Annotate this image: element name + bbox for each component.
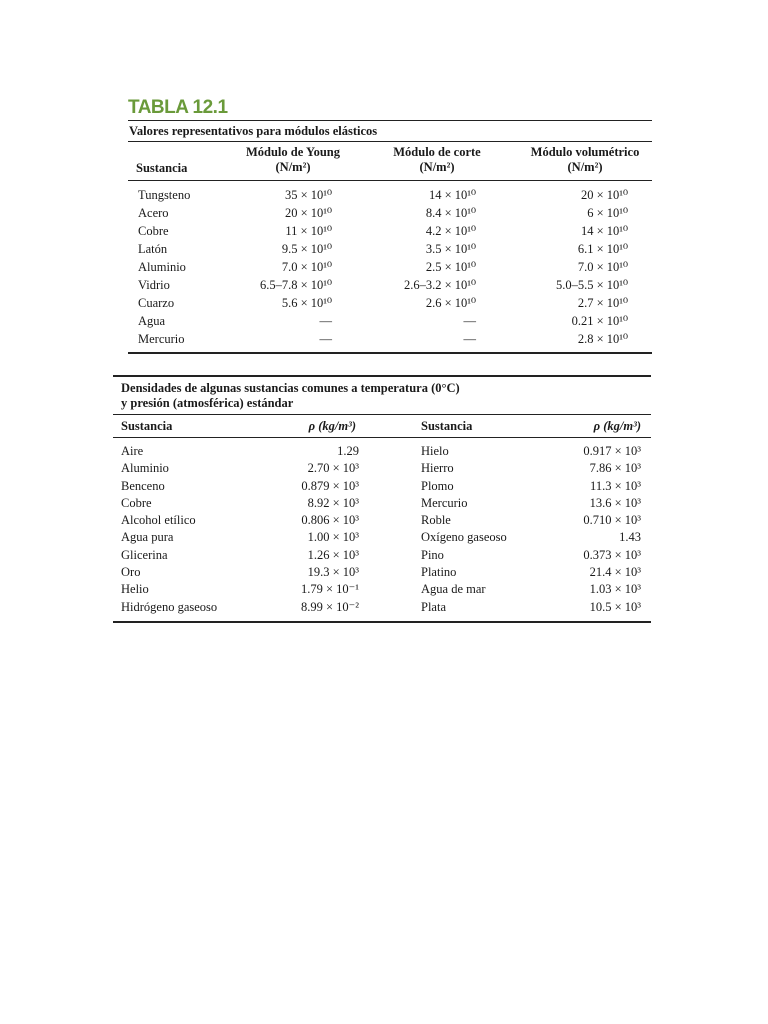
- table-row: [113, 529, 651, 546]
- header-bulk: [515, 145, 655, 175]
- substance-name: Glicerina: [121, 547, 168, 562]
- shear-modulus-value: 8.4 × 10¹⁰: [425, 206, 476, 220]
- shear-modulus-value: —: [463, 314, 476, 328]
- substance-name: Agua: [138, 314, 166, 328]
- density-value: 1.43: [619, 530, 641, 545]
- header-young-title: Módulo de Young: [245, 145, 340, 159]
- table-row: [128, 276, 652, 294]
- header-substance-left: Sustancia: [121, 419, 173, 433]
- density-value: 1.79 × 10⁻¹: [300, 582, 359, 597]
- table-row: [113, 512, 651, 529]
- substance-name: Oro: [121, 565, 141, 580]
- table-row: [128, 330, 652, 348]
- densities-table: [113, 375, 651, 623]
- substance-name: Cuarzo: [138, 296, 175, 310]
- table-row: [113, 478, 651, 495]
- table-row: [128, 186, 652, 204]
- density-value: 8.99 × 10⁻²: [300, 599, 359, 614]
- header-substance-right: Sustancia: [421, 419, 473, 433]
- density-value: 13.6 × 10³: [589, 495, 641, 510]
- table-row: [113, 460, 651, 477]
- density-value: 21.4 × 10³: [589, 565, 641, 580]
- table-caption: [113, 377, 651, 414]
- density-value: 0.879 × 10³: [301, 478, 359, 493]
- table-body: [113, 438, 651, 621]
- substance-name: Hidrógeno gaseoso: [121, 599, 218, 614]
- density-value: 10.5 × 10³: [589, 599, 641, 614]
- substance-name: Roble: [421, 513, 451, 528]
- density-value: 0.373 × 10³: [583, 547, 641, 562]
- shear-modulus-value: 2.6 × 10¹⁰: [425, 296, 476, 310]
- table-row: [128, 258, 652, 276]
- table-row: [128, 204, 652, 222]
- bulk-modulus-value: 5.0–5.5 × 10¹⁰: [555, 278, 628, 292]
- density-value: 8.92 × 10³: [307, 495, 359, 510]
- table-caption: Valores representativos para módulos elásticos: [129, 124, 378, 138]
- header-young-unit: (N/m²): [275, 160, 311, 174]
- young-modulus-value: 6.5–7.8 × 10¹⁰: [259, 278, 332, 292]
- substance-name: Tungsteno: [138, 188, 191, 202]
- table-row: [128, 312, 652, 330]
- header-bulk-unit: (N/m²): [567, 160, 603, 174]
- young-modulus-value: 7.0 × 10¹⁰: [281, 260, 332, 274]
- header-bulk-title: Módulo volumétrico: [530, 145, 640, 159]
- density-value: 19.3 × 10³: [307, 565, 359, 580]
- substance-name: Agua pura: [121, 530, 174, 545]
- substance-name: Latón: [138, 242, 168, 256]
- substance-name: Alcohol etílico: [121, 513, 196, 528]
- table-header: [113, 415, 651, 437]
- density-value: 0.806 × 10³: [301, 513, 359, 528]
- caption-line-2: y presión (atmosférica) estándar: [121, 396, 294, 410]
- bulk-modulus-value: 20 × 10¹⁰: [580, 188, 628, 202]
- young-modulus-value: 11 × 10¹⁰: [285, 224, 332, 238]
- young-modulus-value: 35 × 10¹⁰: [284, 188, 332, 202]
- shear-modulus-value: 3.5 × 10¹⁰: [425, 242, 476, 256]
- substance-name: Platino: [421, 565, 457, 580]
- table-bottom-rule: [128, 352, 652, 354]
- young-modulus-value: 20 × 10¹⁰: [284, 206, 332, 220]
- bulk-modulus-value: 14 × 10¹⁰: [580, 224, 628, 238]
- density-value: 7.86 × 10³: [589, 461, 641, 476]
- substance-name: Pino: [421, 547, 444, 562]
- substance-name: Helio: [121, 582, 149, 597]
- table-row: [113, 495, 651, 512]
- substance-name: Cobre: [121, 495, 152, 510]
- substance-name: Oxígeno gaseoso: [421, 530, 507, 545]
- shear-modulus-value: 2.5 × 10¹⁰: [425, 260, 476, 274]
- density-value: 1.26 × 10³: [307, 547, 359, 562]
- table-row: [113, 547, 651, 564]
- substance-name: Benceno: [121, 478, 165, 493]
- bulk-modulus-value: 2.7 × 10¹⁰: [577, 296, 628, 310]
- substance-name: Agua de mar: [421, 582, 486, 597]
- young-modulus-value: —: [319, 332, 332, 346]
- shear-modulus-value: 4.2 × 10¹⁰: [425, 224, 476, 238]
- substance-name: Vidrio: [138, 278, 170, 292]
- table-body: [128, 181, 652, 352]
- shear-modulus-value: —: [463, 332, 476, 346]
- bulk-modulus-value: 6.1 × 10¹⁰: [577, 242, 628, 256]
- substance-name: Mercurio: [421, 495, 468, 510]
- table-row: [113, 581, 651, 598]
- table-header: [128, 142, 652, 180]
- bulk-modulus-value: 0.21 × 10¹⁰: [571, 314, 628, 328]
- density-value: 1.03 × 10³: [589, 582, 641, 597]
- header-shear-unit: (N/m²): [419, 160, 455, 174]
- header-shear-title: Módulo de corte: [393, 145, 481, 159]
- substance-name: Hierro: [421, 461, 454, 476]
- caption-line-1: Densidades de algunas sustancias comunes a temperatura (0°C): [121, 381, 460, 395]
- table-row: [128, 240, 652, 258]
- table-row: [113, 443, 651, 460]
- density-value: 0.917 × 10³: [583, 444, 641, 458]
- table-label: TABLA 12.1: [128, 97, 228, 118]
- bulk-modulus-value: 6 × 10¹⁰: [587, 206, 628, 220]
- bulk-modulus-value: 7.0 × 10¹⁰: [577, 260, 628, 274]
- header-shear: [367, 145, 507, 175]
- substance-name: Aluminio: [121, 461, 169, 476]
- elastic-moduli-table: [128, 96, 652, 354]
- table-row: [128, 222, 652, 240]
- young-modulus-value: —: [319, 314, 332, 328]
- substance-name: Mercurio: [138, 332, 185, 346]
- header-substance: Sustancia: [136, 161, 188, 175]
- young-modulus-value: 9.5 × 10¹⁰: [281, 242, 332, 256]
- substance-name: Acero: [138, 206, 169, 220]
- density-value: 0.710 × 10³: [583, 513, 641, 528]
- table-row: [113, 564, 651, 581]
- density-value: 2.70 × 10³: [307, 461, 359, 476]
- density-value: 1.29: [337, 444, 359, 458]
- density-value: 1.00 × 10³: [307, 530, 359, 545]
- substance-name: Plomo: [421, 478, 454, 493]
- density-value: 11.3 × 10³: [590, 478, 641, 493]
- young-modulus-value: 5.6 × 10¹⁰: [281, 296, 332, 310]
- table-row: [113, 599, 651, 616]
- substance-name: Plata: [421, 599, 446, 614]
- substance-name: Aire: [121, 444, 144, 458]
- substance-name: Aluminio: [138, 260, 186, 274]
- table-row: [128, 294, 652, 312]
- bulk-modulus-value: 2.8 × 10¹⁰: [577, 332, 628, 346]
- shear-modulus-value: 14 × 10¹⁰: [428, 188, 476, 202]
- header-density-right: ρ (kg/m³): [593, 419, 641, 433]
- shear-modulus-value: 2.6–3.2 × 10¹⁰: [403, 278, 476, 292]
- table-bottom-rule: [113, 621, 651, 623]
- header-young: [223, 145, 363, 175]
- header-density-left: ρ (kg/m³): [308, 419, 356, 433]
- substance-name: Cobre: [138, 224, 169, 238]
- substance-name: Hielo: [421, 444, 449, 458]
